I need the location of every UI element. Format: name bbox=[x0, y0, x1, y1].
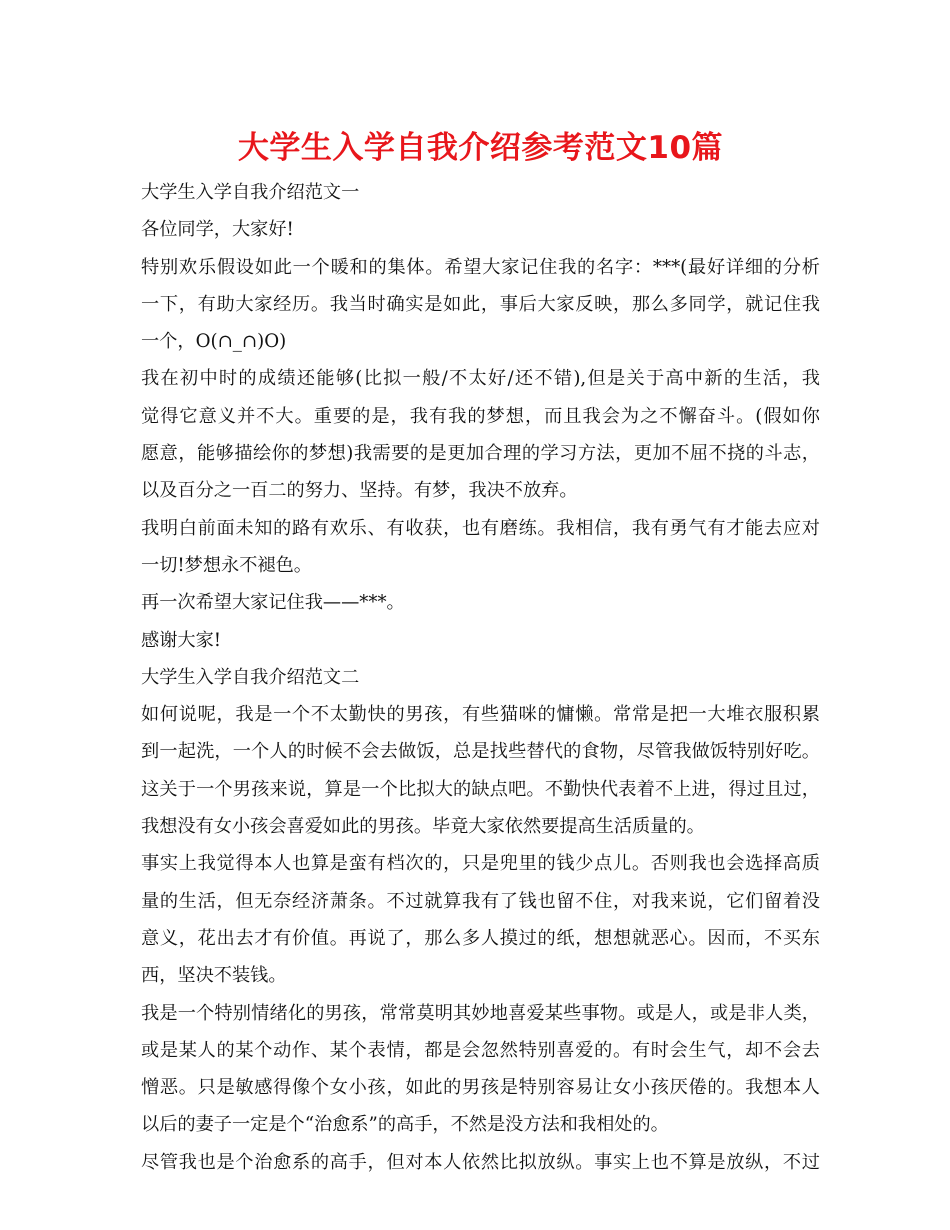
text-line: 西，坚决不装钱。 bbox=[141, 965, 287, 987]
text-line: 量的生活，但无奈经济萧条。不过就算我有了钱也留不住，对我来说，它们留着没 bbox=[141, 890, 820, 912]
text-line: 一切!梦想永不褪色。 bbox=[141, 554, 312, 576]
text-line: 这关于一个男孩来说，算是一个比拟大的缺点吧。不勤快代表着不上进，得过且过， bbox=[141, 778, 820, 800]
text-line: 我想没有女小孩会喜爱如此的男孩。毕竟大家依然要提高生活质量的。 bbox=[141, 816, 705, 838]
text-line: 事实上我觉得本人也算是蛮有档次的，只是兜里的钱少点儿。否则我也会选择高质 bbox=[141, 853, 820, 875]
text-line: 或是某人的某个动作、某个表情，都是会忽然特别喜爱的。有时会生气，却不会去 bbox=[141, 1039, 820, 1061]
text-line: 再一次希望大家记住我——***。 bbox=[141, 592, 405, 614]
text-line: 我在初中时的成绩还能够(比拟一般/不太好/还不错),但是关于高中新的生活，我 bbox=[141, 368, 820, 390]
text-line: 意义，花出去才有价值。再说了，那么多人摸过的纸，想想就恶心。因而，不买东 bbox=[141, 927, 820, 949]
text-line: 感谢大家! bbox=[141, 629, 222, 651]
text-line: 特别欢乐假设如此一个暖和的集体。希望大家记住我的名字：***(最好详细的分析 bbox=[141, 256, 820, 278]
text-line: 如何说呢，我是一个不太勤快的男孩，有些猫咪的慵懒。常常是把一大堆衣服积累 bbox=[141, 704, 820, 726]
text-line: 一个，O(∩_∩)O) bbox=[141, 331, 287, 353]
text-line: 觉得它意义并不大。重要的是，我有我的梦想，而且我会为之不懈奋斗。(假如你 bbox=[141, 405, 820, 427]
text-line: 一下，有助大家经历。我当时确实是如此，事后大家反映，那么多同学，就记住我 bbox=[141, 293, 820, 315]
text-line: 憎恶。只是敏感得像个女小孩，如此的男孩是特别容易让女小孩厌倦的。我想本人 bbox=[141, 1077, 820, 1099]
text-line: 大学生入学自我介绍范文一 bbox=[141, 182, 360, 203]
text-line: 到一起洗，一个人的时候不会去做饭，总是找些替代的食物，尽管我做饭特别好吃。 bbox=[141, 741, 820, 763]
document-title: 大学生入学自我介绍参考范文10篇 bbox=[237, 130, 724, 166]
text-line: 我明白前面未知的路有欢乐、有收获，也有磨练。我相信，我有勇气有才能去应对 bbox=[141, 517, 820, 539]
text-line: 尽管我也是个治愈系的高手，但对本人依然比拟放纵。事实上也不算是放纵，不过 bbox=[141, 1151, 820, 1173]
text-line: 以后的妻子一定是个“治愈系”的高手，不然是没方法和我相处的。 bbox=[141, 1114, 669, 1136]
text-line: 我是一个特别情绪化的男孩，常常莫明其妙地喜爱某些事物。或是人，或是非人类， bbox=[141, 1002, 820, 1024]
document-body bbox=[141, 174, 820, 1181]
text-line: 各位同学，大家好! bbox=[141, 219, 294, 241]
text-line: 大学生入学自我介绍范文二 bbox=[141, 666, 360, 688]
text-line: 以及百分之一百二的努力、坚持。有梦，我决不放弃。 bbox=[141, 480, 578, 502]
text-line: 愿意，能够描绘你的梦想)我需要的是更加合理的学习方法，更加不屈不挠的斗志， bbox=[141, 443, 820, 465]
